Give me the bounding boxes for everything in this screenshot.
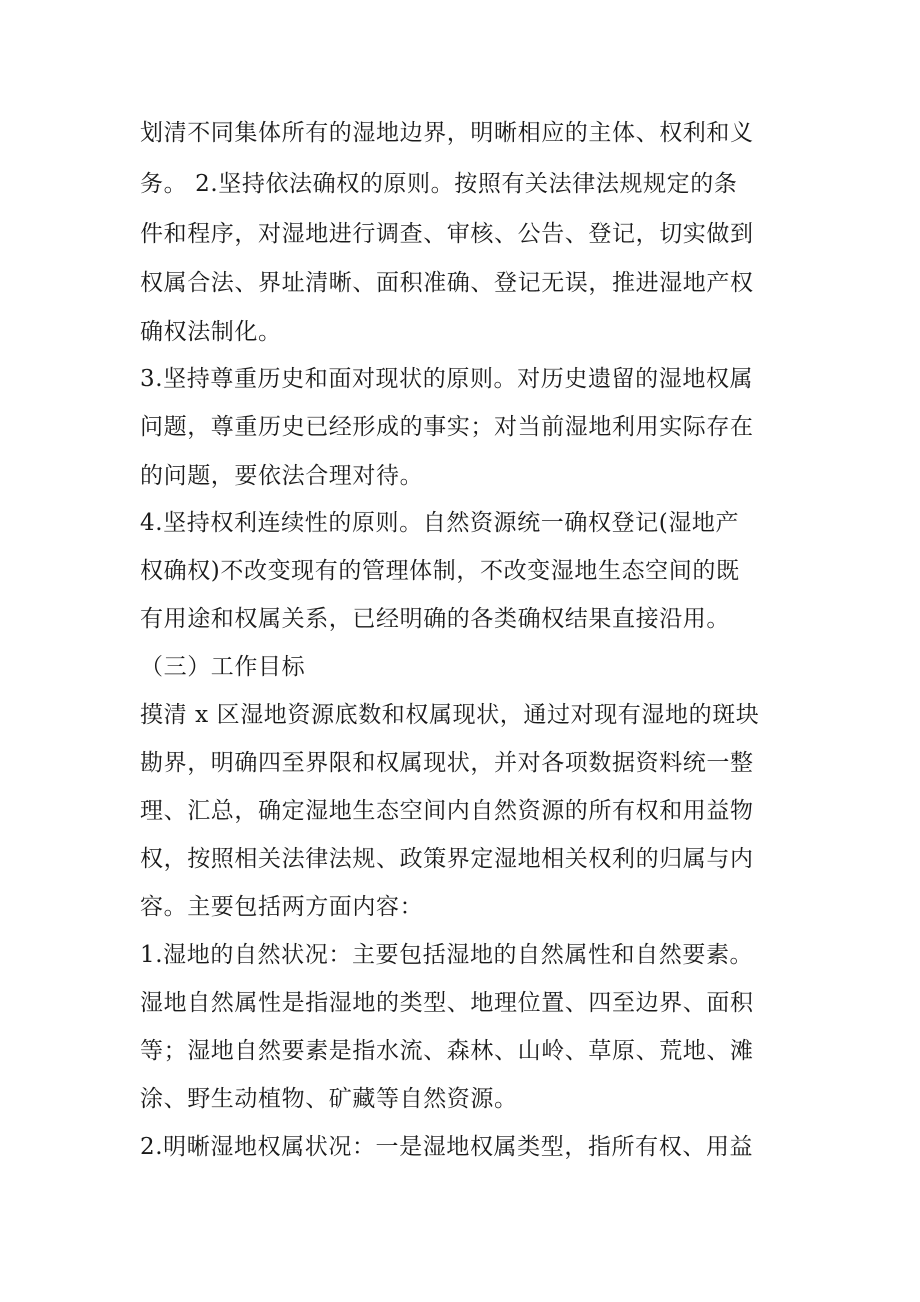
text-line: 勘界，明确四至界限和权属现状，并对各项数据资料统一整 bbox=[140, 750, 754, 776]
text-line: 划清不同集体所有的湿地边界，明晰相应的主体、权利和义 bbox=[140, 120, 754, 146]
text-line: 权确权)不改变现有的管理体制，不改变湿地生态空间的既 bbox=[140, 558, 740, 584]
text-line: 问题，尊重历史已经形成的事实；对当前湿地利用实际存在 bbox=[140, 414, 754, 440]
text-line: 的问题，要依法合理对待。 bbox=[140, 463, 424, 489]
text-line: 2.明晰湿地权属状况：一是湿地权属类型，指所有权、用益 bbox=[140, 1134, 754, 1160]
text-line: 有用途和权属关系，已经明确的各类确权结果直接沿用。 bbox=[140, 606, 730, 632]
text-line: 等；湿地自然要素是指水流、森林、山岭、草原、荒地、滩 bbox=[140, 1038, 754, 1064]
section-heading: （三）工作目标 bbox=[140, 654, 306, 680]
text-line: 权属合法、界址清晰、面积准确、登记无误，推进湿地产权 bbox=[140, 270, 754, 296]
text-line: 理、汇总，确定湿地生态空间内自然资源的所有权和用益物 bbox=[140, 798, 754, 824]
text-line: 容。主要包括两方面内容： bbox=[140, 894, 424, 920]
text-line: 3.坚持尊重历史和面对现状的原则。对历史遗留的湿地权属 bbox=[140, 366, 754, 392]
text-line: 确权法制化。 bbox=[140, 319, 282, 345]
text-line: 摸清 x 区湿地资源底数和权属现状，通过对现有湿地的斑块 bbox=[140, 702, 760, 728]
text-line: 1.湿地的自然状况：主要包括湿地的自然属性和自然要素。 bbox=[140, 942, 754, 968]
text-line: 务。 2.坚持依法确权的原则。按照有关法律法规规定的条 bbox=[140, 171, 738, 197]
text-line: 件和程序，对湿地进行调查、审核、公告、登记，切实做到 bbox=[140, 221, 754, 247]
text-line: 涂、野生动植物、矿藏等自然资源。 bbox=[140, 1086, 518, 1112]
text-line: 权，按照相关法律法规、政策界定湿地相关权利的归属与内 bbox=[140, 846, 754, 872]
text-line: 湿地自然属性是指湿地的类型、地理位置、四至边界、面积 bbox=[140, 990, 754, 1016]
text-line: 4.坚持权利连续性的原则。自然资源统一确权登记(湿地产 bbox=[140, 510, 740, 536]
